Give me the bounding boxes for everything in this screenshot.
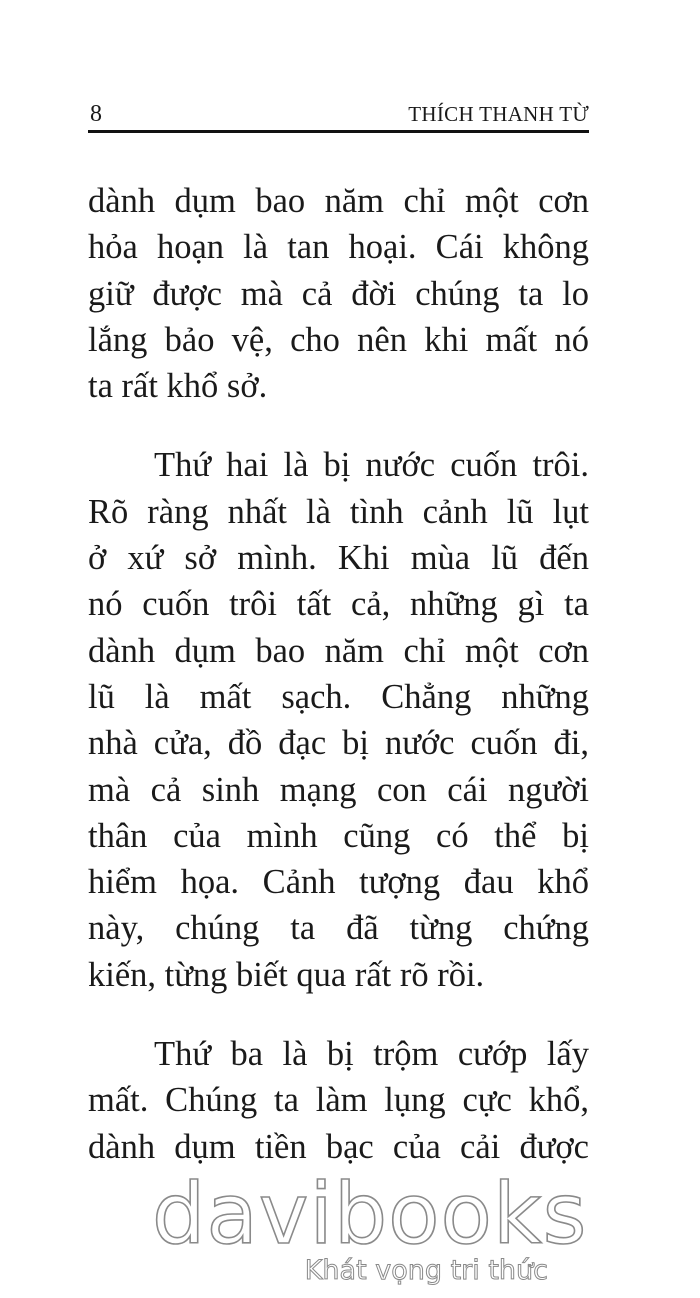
page-number: 8 [90, 101, 102, 127]
watermark-tagline: Khát vọng tri thức [304, 1255, 548, 1286]
text-line: ở xứ sở mình. Khi mùa lũ đến [88, 539, 589, 578]
text-line: dành dụm tiền bạc của cải được [88, 1127, 589, 1166]
watermark-brand: davibooks [152, 1165, 588, 1263]
text-line: lắng bảo vệ, cho nên khi mất nó [88, 320, 589, 359]
text-line: hiểm họa. Cảnh tượng đau khổ [88, 863, 589, 902]
text-line: nhà cửa, đồ đạc bị nước cuốn đi, [88, 724, 589, 763]
body-text [88, 178, 589, 1170]
text-line: lũ là mất sạch. Chẳng những [88, 677, 589, 716]
text-line: kiến, từng biết qua rất rõ rồi. [88, 955, 485, 994]
watermark [0, 1165, 700, 1298]
paragraph-gap [88, 998, 589, 1031]
text-line: ta rất khổ sở. [88, 367, 268, 406]
text-line: Rõ ràng nhất là tình cảnh lũ lụt [88, 492, 589, 531]
text-line: hỏa hoạn là tan hoại. Cái không [88, 228, 589, 267]
text-line: này, chúng ta đã từng chứng [88, 909, 589, 948]
text-line: giữ được mà cả đời chúng ta lo [88, 274, 589, 313]
paragraph-gap [88, 409, 589, 442]
text-line: Thứ ba là bị trộm cướp lấy [154, 1035, 589, 1074]
text-line: mất. Chúng ta làm lụng cực khổ, [88, 1081, 589, 1120]
text-line: mà cả sinh mạng con cái người [88, 770, 589, 809]
text-line: dành dụm bao năm chỉ một cơn [88, 182, 589, 220]
text-line: dành dụm bao năm chỉ một cơn [88, 631, 589, 670]
page-header [88, 100, 589, 133]
text-line: Thứ hai là bị nước cuốn trôi. [154, 446, 589, 485]
text-line: thân của mình cũng có thể bị [88, 816, 589, 855]
text-line: nó cuốn trôi tất cả, những gì ta [88, 585, 589, 624]
running-head-author: THÍCH THANH TỪ [408, 102, 589, 126]
